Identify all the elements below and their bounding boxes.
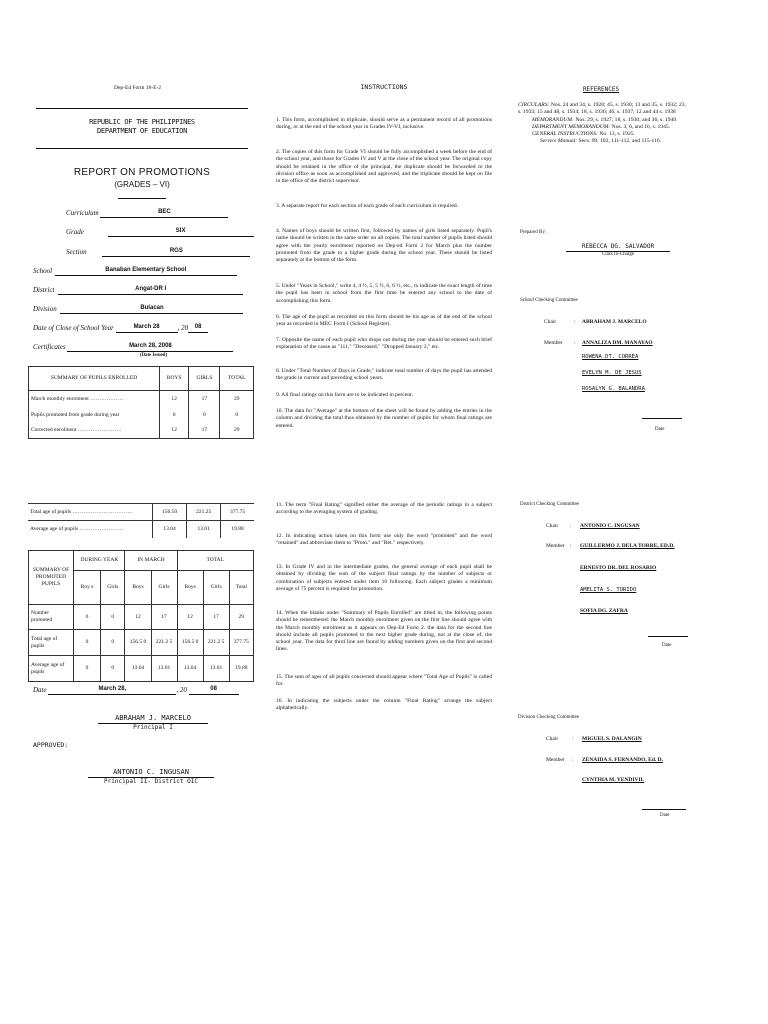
- principal-name: ABRAHAM J. MARCELO: [98, 714, 208, 724]
- promoted-cell: 221.2 5: [151, 630, 177, 656]
- colon: :: [572, 736, 574, 742]
- curriculum-field: [66, 209, 228, 218]
- instruction-item: 12. In indicating action taken on this form use only the word "promoted" and the word "retained" and abbreviate them to "Prom." and "Ret." respectively.: [276, 533, 492, 547]
- approved-label: APPROVED:: [33, 741, 69, 749]
- report-subtitle: (GRADES – VI): [114, 180, 170, 189]
- district-chair-label: Chair: [546, 523, 559, 529]
- references-deptmemo: [518, 124, 686, 131]
- section-field: [66, 248, 250, 257]
- certificates-field: [33, 343, 233, 352]
- summary-cell: 17: [189, 391, 220, 408]
- promoted-cell: 0: [74, 605, 101, 630]
- promoted-during-year: DURING YEAR: [74, 551, 125, 571]
- prepared-label: Prepared By:: [520, 230, 547, 235]
- school-date-line: [642, 418, 682, 419]
- colon: :: [570, 523, 572, 529]
- colon: :: [570, 543, 572, 549]
- age-table: [28, 503, 254, 538]
- promoted-cell: 13.01: [151, 656, 177, 682]
- summary-row-label: Pupils promoted from grade during year: [29, 408, 160, 423]
- district-field: [33, 286, 243, 295]
- section-label: Section: [66, 248, 87, 256]
- summary-row-label: March monthly enrolment ………………: [29, 391, 160, 408]
- school-chair-name: ABRAHAM J. MARCELO: [582, 319, 647, 325]
- division-member-name: CYNTHIA M. YENDIVIL: [582, 777, 645, 783]
- summary-header-girls: GIRLS: [189, 367, 220, 391]
- promoted-cell: 13.04: [125, 656, 151, 682]
- division-label: Division: [33, 305, 57, 313]
- summary-row-label: Corrected enrolment ……………………: [29, 423, 160, 439]
- summary-cell: 12: [160, 391, 189, 408]
- school-date-label: Date: [655, 427, 665, 432]
- age-cell: 377.75: [221, 504, 254, 521]
- curriculum-label: Curriculum: [66, 209, 99, 217]
- instruction-item: 14. When the blanks under "Summary of Pupils Enrolled" are titled in, the following points should be remembered: the March monthly enrolment given on the first line should agree with the March monthly enrolment as it appears on Dep-Ed Form 2. the data for the second line should include all pupils promoted to the next higher grade during, not at the close of, the school year. The data for third line are found by adding numbers given on the first and second lines.: [276, 610, 492, 653]
- promoted-col-boys: Boy s: [74, 571, 101, 605]
- report-date-value: March 28,: [48, 686, 176, 695]
- division-date-label: Date: [660, 813, 670, 818]
- district-date-label: Date: [662, 643, 672, 648]
- memo-text: Nos. 29, s. 1927; 18, s. 1930; and 36, s. 1940: [573, 116, 677, 123]
- age-row-label: Total age of pupils ……………………………: [28, 504, 153, 521]
- circulars-label: CIRCULARS:: [518, 102, 550, 108]
- district-label: District: [33, 286, 55, 294]
- department-heading: DEPARTMENT OF EDUCATION: [96, 127, 188, 135]
- colon: :: [574, 319, 576, 325]
- promoted-col-total: Total: [229, 571, 253, 605]
- instruction-item: 3. A separate report for each section of each grade of each curriculum is required.: [276, 203, 459, 209]
- prepared-title: Class In-Charge: [601, 252, 635, 257]
- close-date-value: March 28: [116, 324, 178, 333]
- summary-cell: 0: [160, 408, 189, 423]
- school-member-label: Member: [544, 340, 563, 346]
- age-cell: 221.25: [187, 504, 221, 521]
- summary-cell: 17: [189, 423, 220, 439]
- references-block: [518, 102, 686, 146]
- form-number: Dep-Ed Form 18-E-2: [114, 85, 162, 91]
- header-rule-bottom: [36, 148, 248, 149]
- promoted-cell: 0: [74, 656, 101, 682]
- references-manual: [518, 138, 686, 145]
- promoted-cell: 221.2 5: [203, 630, 229, 656]
- references-circulars: [518, 102, 686, 117]
- references-general: [518, 131, 686, 138]
- promoted-cell: 12: [125, 605, 151, 630]
- summary-cell: 29: [220, 423, 254, 439]
- general-label: GENERAL INSTRUCTIONS:: [532, 131, 598, 138]
- division-field: [33, 305, 243, 314]
- instruction-item: 6. The age of the pupil as recorded on this form should be his age as of the end of the school year as recorded in MEC Form I (School Register).: [276, 314, 492, 328]
- promoted-cell: 156.5 0: [177, 630, 203, 656]
- subtitle-rule: [118, 198, 166, 199]
- grade-field: [66, 228, 254, 237]
- promoted-cell: 13.04: [177, 656, 203, 682]
- close-year-value: 08: [188, 324, 208, 333]
- school-value: Banaban Elementary School: [55, 267, 237, 276]
- instruction-item: 1. This form, accomplished in triplicate, should serve as a permanent record of all promotions during, or at the end of the school year in Grades IV-VI, inclusive.: [276, 117, 492, 131]
- report-date-field: [33, 686, 239, 695]
- memo-label: MEMORANDUM:: [532, 116, 574, 123]
- promoted-row-label: Number promoted: [29, 605, 74, 630]
- school-field: [33, 267, 237, 276]
- promoted-row-label: Total age of pupils: [29, 630, 74, 656]
- instruction-item: 9. All final ratings on this form are to be indicated in percent.: [276, 392, 414, 398]
- division-member-name: ZENAIDA S. FERNANDO, Ed. D.: [582, 757, 663, 763]
- promoted-cell: 29: [229, 605, 253, 630]
- report-year-value: 08: [189, 686, 239, 695]
- district-member-label: Member: [546, 543, 565, 549]
- summary-cell: 0: [220, 408, 254, 423]
- age-cell: 19.88: [221, 521, 254, 538]
- district-member-name: ERNESTO DR. DEL ROSARIO: [580, 565, 657, 571]
- instruction-item: 4. Names of boys should be written first, followed by names of girls listed separately. Pupil's name should be written in the same order on all copies. The total number of pupils listed should agree with the yearly enrolment reported on Dep-ed Form 2 for March plus the number promoted from the grade to a higher grade during the school year. These should be listed separately at the bottom of the form.: [276, 228, 492, 264]
- summary-header-boys: BOYS: [160, 367, 189, 391]
- promoted-col-girls: Girls: [151, 571, 177, 605]
- summary-header-total: TOTAL: [220, 367, 254, 391]
- instruction-item: 5. Under "Years in School," write 4, 4 ½, 5, 5 ½, 6, 6 ½, etc., to indicate the exact length of time the pupil has been in school from the first time he entered any school to the date of accomplishing this form.: [276, 283, 492, 304]
- school-member-name: ROSALYN G. BALANDRA: [582, 386, 645, 392]
- division-member-label: Member: [546, 757, 565, 763]
- instruction-item: 7. Opposite the name of each pupil who drops out during the year should be entered such brief explanation of the cause as "111," "Deceased," "Dropped January 2," etc.: [276, 337, 492, 351]
- district-value: Angat-DR I: [58, 286, 243, 295]
- district-chair-name: ANTONIO C. INGUSAN: [580, 523, 640, 529]
- republic-heading: REPUBLIC OF THE PHILIPPINES: [89, 118, 195, 126]
- instruction-item: 15. The sum of ages of all pupils concerned should appear where "Total Age of Pupils" is called for.: [276, 674, 492, 688]
- school-member-name: ROWENA DT. CORREA: [582, 354, 639, 360]
- division-committee-title: Division Checking Committee: [518, 715, 580, 720]
- promoted-cell: 17: [151, 605, 177, 630]
- approved-title: Principal II- District OIC: [104, 778, 198, 785]
- colon: :: [574, 340, 576, 346]
- age-row-label: Average age of pupils ……………………: [28, 521, 153, 538]
- district-member-name: GUILLERMO J. DELA TORRE, ED.D.: [580, 543, 675, 549]
- instruction-item: 8. Under "Total Number of Days in Grade," indicate total number of days the pupil has attended the grade in current and preceding school years.: [276, 368, 492, 382]
- promoted-col-boys: Boys: [177, 571, 203, 605]
- promoted-total: TOTAL: [177, 551, 253, 571]
- school-label: School: [33, 267, 53, 275]
- promoted-cell: 0: [101, 656, 125, 682]
- division-chair-name: MIGUEL S. DALANGIN: [582, 736, 642, 742]
- instruction-item: 16. In indicating the subjects under the column "Final Rating" arrange the subject alphabetically.: [276, 698, 492, 712]
- curriculum-value: BEC: [100, 209, 228, 218]
- summary-header-label: SUMMARY OF PUPILS ENROLLED: [29, 367, 160, 391]
- date-issued-caption: (Date Issued): [140, 353, 168, 358]
- age-cell: 13.04: [153, 521, 187, 538]
- manual-label: Service Manual:: [540, 138, 578, 145]
- report-title: REPORT ON PROMOTIONS: [73, 167, 211, 178]
- instructions-title: INSTRUCTIONS: [360, 83, 408, 91]
- deptmemo-label: DEPARTMENT MEMORANDUM:: [532, 123, 611, 130]
- promoted-col-girls: Girls: [203, 571, 229, 605]
- school-committee-title: School Checking Committee: [520, 298, 578, 303]
- school-chair-label: Chair: [544, 319, 557, 325]
- promoted-cell: 156.5 0: [125, 630, 151, 656]
- grade-label: Grade: [66, 228, 84, 236]
- promoted-cell: 19.88: [229, 656, 253, 682]
- close-field: [33, 324, 208, 333]
- summary-enrolled-table: [28, 366, 254, 439]
- promoted-cell: 377.75: [229, 630, 253, 656]
- header-rule-top: [36, 108, 248, 109]
- summary-cell: 0: [189, 408, 220, 423]
- general-text: No. 13, s. 1925.: [597, 131, 635, 138]
- summary-cell: 12: [160, 423, 189, 439]
- promoted-cell: 13.01: [203, 656, 229, 682]
- deptmemo-text: Nos. 3, 6, and 16, s. 1945.: [610, 123, 671, 130]
- section-value: RGS: [102, 248, 250, 257]
- prepared-name: REBECCA DG. SALVADOR: [566, 243, 670, 252]
- promoted-cell: 12: [177, 605, 203, 630]
- report-date-label: Date: [33, 686, 47, 694]
- district-committee-title: District Checking Committee: [520, 502, 579, 507]
- summary-cell: 29: [220, 391, 254, 408]
- promoted-in-march: IN MARCH: [125, 551, 177, 571]
- principal-title: Principal I: [133, 724, 173, 731]
- instruction-item: 11. The term "Final Rating" signified either the average of the periodic ratings in a subject according to the averaging system of grading.: [276, 502, 492, 516]
- instruction-item: 2. The copies of this form for Grade VI should be fully accomplished a week before the end of the school year, and those for Grades IV and V at the close of the school year. The original copy should be retained in the office of the principal, the duplicate should be forwarded to the division office as soon as accomplished and approved, and the triplicate should be kept on file in the office of the district supervisor.: [276, 149, 492, 185]
- school-member-name: ANNALIZA DM. MANAYAO: [582, 340, 653, 346]
- close-year-prefix: , 20: [177, 324, 189, 332]
- promoted-row-label: Average age of pupils: [29, 656, 74, 682]
- promoted-cell: 0: [74, 630, 101, 656]
- close-label: Date of Close of School Year: [33, 324, 114, 332]
- manual-text: Secs. 99, 102, 111-112, and 115-116.: [577, 138, 662, 145]
- approved-name: ANTONIO C. INGUSAN: [88, 768, 214, 778]
- promoted-cell: 0: [101, 630, 125, 656]
- district-member-name: SOFIA DG. ZAFRA: [580, 608, 628, 614]
- report-year-prefix: , 20: [176, 686, 187, 694]
- district-date-line: [648, 636, 688, 637]
- promoted-col-girls: Girls: [101, 571, 125, 605]
- promoted-cell: 17: [203, 605, 229, 630]
- colon: :: [572, 757, 574, 763]
- age-cell: 156.50: [153, 504, 187, 521]
- instruction-item: 13. In Grade IV and in the intermediate grades, the general average of each pupil shall be obtained by dividing the sum of the subject final ratings by the number of subjects or combination of subjects entered under item 16 following. Each subject grades a minimum average of 75 percent is required for promotion.: [276, 564, 492, 592]
- instruction-item: 10. The data for "Average" at the bottom of the sheet will be found by adding the entries in the column and dividing the total thus obtained by the number of pupils for whom final ratings are entered.: [276, 408, 492, 429]
- school-member-name: EVELYN M. DE JESUS: [582, 370, 642, 376]
- division-value: Bulacan: [60, 305, 243, 314]
- references-title: REFERENCES: [582, 86, 620, 93]
- promoted-table: [28, 550, 254, 682]
- promoted-col-boys: Boys: [125, 571, 151, 605]
- circulars-text: Nos. 24 and 34, s. 1928; 45, s. 1930; 13 and 35, s. 1932; 23, s. 1933; 15 and 48, s. 1934; 18, s. 1936; 46, s. 1937; 12 and 44 s. 1938: [518, 102, 686, 116]
- certificates-value: March 28, 2008: [67, 343, 233, 352]
- grade-value: SIX: [108, 228, 254, 237]
- promoted-corner: SUMMARY OF PROMOTED PUPILS: [29, 551, 74, 605]
- district-member-name: AMELITA S. TORIDO: [580, 587, 637, 593]
- division-date-line: [642, 809, 686, 810]
- promoted-cell: 0: [101, 605, 125, 630]
- references-memo: [518, 117, 686, 124]
- certificates-label: Certificates: [33, 343, 66, 351]
- division-chair-label: Chair: [546, 736, 559, 742]
- age-cell: 13.01: [187, 521, 221, 538]
